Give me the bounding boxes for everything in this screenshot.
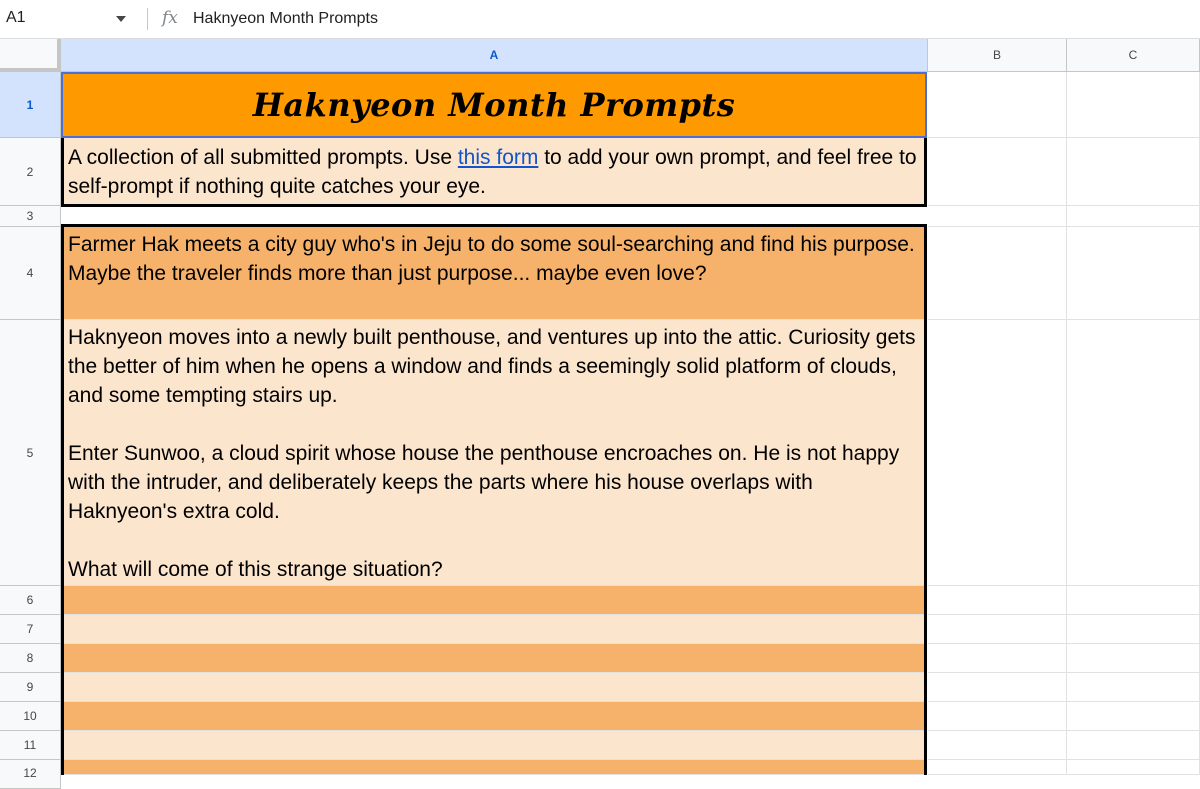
cell-b3[interactable] [928, 206, 1067, 227]
cell-a1-title[interactable] [61, 72, 927, 138]
cell-a8[interactable] [61, 644, 927, 673]
cell-a6[interactable] [61, 586, 927, 615]
formula-input[interactable]: Haknyeon Month Prompts [193, 10, 378, 27]
cell-c11[interactable] [1067, 731, 1200, 760]
cell-c12[interactable] [1067, 760, 1200, 775]
row-header-3[interactable]: 3 [0, 206, 61, 227]
intro-text-end: to add your own prompt, and feel free to self-prompt if nothing quite catches your eye. [68, 146, 917, 198]
cell-a9[interactable] [61, 673, 927, 702]
cell-c10[interactable] [1067, 702, 1200, 731]
row-header-6[interactable]: 6 [0, 586, 61, 615]
row-header-7[interactable]: 7 [0, 615, 61, 644]
row-header-5[interactable]: 5 [0, 320, 61, 586]
row-header-11[interactable]: 11 [0, 731, 61, 760]
cell-b11[interactable] [928, 731, 1067, 760]
cell-b6[interactable] [928, 586, 1067, 615]
cell-a2-intro[interactable] [61, 138, 927, 206]
cell-a12[interactable] [61, 760, 927, 775]
cell-a10[interactable] [61, 702, 927, 731]
border-top-prompts [61, 224, 927, 227]
cell-a11[interactable] [61, 731, 927, 760]
cell-a7[interactable] [61, 615, 927, 644]
cell-b1[interactable] [928, 72, 1067, 138]
cell-b4[interactable] [928, 227, 1067, 320]
prompt-1-text: Farmer Hak meets a city guy who's in Jeju to do some soul-searching and find his purpose. Maybe the traveler finds more than just purpose... maybe even love? [68, 233, 915, 285]
cell-b2[interactable] [928, 138, 1067, 206]
column-header-c[interactable]: C [1067, 39, 1200, 72]
row-header-12[interactable]: 12 [0, 760, 61, 789]
border-left-intro [61, 138, 64, 206]
prompt-2-paragraph-2: Enter Sunwoo, a cloud spirit whose house the penthouse encroaches on. He is not happy with the intruder, and deliberately keeps the parts where his house overlaps with Haknyeon's extra cold. [68, 442, 900, 523]
formula-bar-divider [147, 8, 148, 30]
name-box[interactable]: A1 [6, 9, 26, 26]
border-left-prompts [61, 224, 64, 775]
cell-c2[interactable] [1067, 138, 1200, 206]
cell-c8[interactable] [1067, 644, 1200, 673]
cell-c9[interactable] [1067, 673, 1200, 702]
cell-b10[interactable] [928, 702, 1067, 731]
column-header-b[interactable]: B [928, 39, 1067, 72]
form-link[interactable]: this form [457, 146, 539, 169]
cell-c5[interactable] [1067, 320, 1200, 586]
cell-b8[interactable] [928, 644, 1067, 673]
border-right-prompts [924, 224, 927, 775]
cell-c6[interactable] [1067, 586, 1200, 615]
cell-c3[interactable] [1067, 206, 1200, 227]
cell-b7[interactable] [928, 615, 1067, 644]
chevron-down-icon[interactable] [116, 16, 126, 22]
prompt-2-paragraph-3: What will come of this strange situation? [68, 558, 443, 581]
cell-c4[interactable] [1067, 227, 1200, 320]
row-header-9[interactable]: 9 [0, 673, 61, 702]
row-header-10[interactable]: 10 [0, 702, 61, 731]
row-header-4[interactable]: 4 [0, 227, 61, 320]
cell-a4-prompt[interactable] [61, 227, 927, 320]
cell-c1[interactable] [1067, 72, 1200, 138]
sheet-title: Haknyeon Month Prompts [252, 86, 736, 124]
row-header-1[interactable]: 1 [0, 72, 61, 138]
cell-b5[interactable] [928, 320, 1067, 586]
prompt-2-paragraph-1: Haknyeon moves into a newly built penthouse, and ventures up into the attic. Curiosity gets the better of him when he opens a window and finds a seemingly solid platform of clouds, and some tempting stairs up. [68, 326, 916, 407]
border-bottom-intro [61, 204, 927, 207]
function-icon: fx [162, 8, 178, 28]
intro-text [68, 143, 919, 201]
cell-b12[interactable] [928, 760, 1067, 775]
formula-bar [0, 0, 1200, 39]
select-all-corner[interactable] [0, 39, 61, 72]
cell-a5-prompt[interactable] [61, 320, 927, 586]
cell-c7[interactable] [1067, 615, 1200, 644]
cell-b9[interactable] [928, 673, 1067, 702]
border-right-intro [924, 138, 927, 206]
prompt-2-text [68, 323, 919, 584]
row-header-2[interactable]: 2 [0, 138, 61, 206]
intro-text-start: A collection of all submitted prompts. Use [68, 146, 458, 169]
row-header-8[interactable]: 8 [0, 644, 61, 673]
column-header-a[interactable]: A [61, 39, 928, 72]
